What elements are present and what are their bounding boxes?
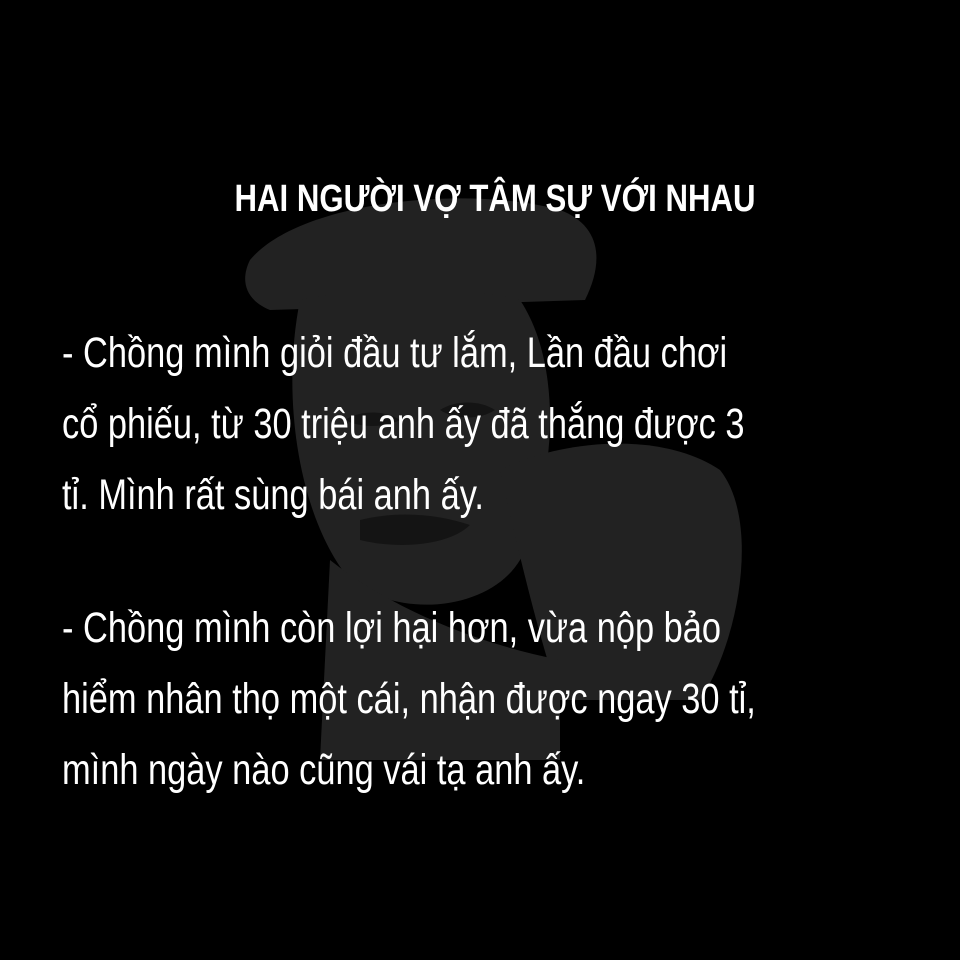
paragraph-first-wife: [62, 318, 745, 531]
paragraph-line: tỉ. Mình rất sùng bái anh ấy.: [62, 471, 484, 519]
paragraph-line: - Chồng mình còn lợi hại hơn, vừa nộp bảo: [62, 604, 722, 652]
paragraph-line: - Chồng mình giỏi đầu tư lắm, Lần đầu chơi: [62, 329, 728, 377]
paragraph-line: cổ phiếu, từ 30 triệu anh ấy đã thắng được 3: [62, 400, 745, 448]
paragraph-second-wife: [62, 593, 756, 806]
meme-title: HAI NGƯỜI VỢ TÂM SỰ VỚI NHAU: [234, 178, 756, 220]
paragraph-line: mình ngày nào cũng vái tạ anh ấy.: [62, 746, 586, 794]
paragraph-line: hiểm nhân thọ một cái, nhận được ngay 30 tỉ,: [62, 675, 756, 723]
